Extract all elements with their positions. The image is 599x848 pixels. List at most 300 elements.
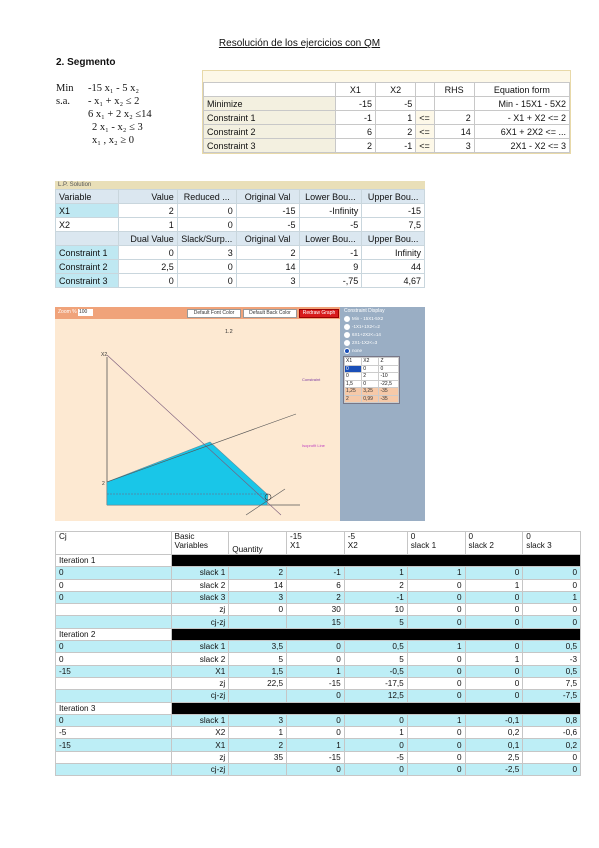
simplex-cell: -3	[523, 653, 581, 665]
solution-header-cell: Slack/Surp...	[177, 232, 236, 246]
zoom-select[interactable]: 100	[78, 309, 93, 316]
simplex-cell: 5	[229, 653, 287, 665]
simplex-cell: 0	[407, 690, 465, 702]
simplex-cell: 0	[407, 751, 465, 763]
simplex-cell: 1	[523, 591, 581, 603]
solution-cell: 7,5	[362, 218, 425, 232]
solution-cell: Infinity	[362, 246, 425, 260]
simplex-cell: 0	[407, 764, 465, 776]
simplex-cell: 0	[407, 591, 465, 603]
simplex-cell: 0,1	[465, 739, 523, 751]
radio-icon	[344, 316, 350, 322]
constraint-line-3: 2 x₁ - x₂ ≤ 3	[92, 122, 143, 133]
simplex-cell: 0	[407, 579, 465, 591]
simplex-cell: 0,8	[523, 714, 581, 726]
simplex-cell: 14	[229, 579, 287, 591]
solution-variable-row	[56, 218, 425, 232]
qm-row-label: Minimize	[204, 97, 336, 111]
y-axis-label: X2	[101, 352, 108, 358]
simplex-cell: 0	[344, 714, 407, 726]
simplex-row	[56, 751, 581, 763]
simplex-cell: 1	[287, 665, 345, 677]
simplex-row	[56, 665, 581, 677]
simplex-row	[56, 604, 581, 616]
qm-cell	[416, 97, 434, 111]
simplex-cell: 10	[344, 604, 407, 616]
qm-header-cell: RHS	[434, 83, 474, 97]
basic-variable-cell: slack 2	[171, 579, 229, 591]
simplex-cell: 2	[229, 567, 287, 579]
top-tick-label: 1.2	[225, 329, 233, 335]
simplex-cell: 1	[344, 567, 407, 579]
section-heading: 2. Segmento	[56, 57, 116, 68]
font-color-button[interactable]: Default Font Color	[187, 309, 241, 318]
qm-cell[interactable]: 1	[376, 111, 416, 125]
simplex-row	[56, 591, 581, 603]
qm-cell[interactable]: -15	[335, 97, 375, 111]
qm-row-label: Constraint 1	[204, 111, 336, 125]
simplex-row	[56, 714, 581, 726]
objective-line	[56, 82, 152, 95]
simplex-cell: 1	[407, 567, 465, 579]
basic-variable-cell: X1	[171, 739, 229, 751]
cj-cell	[56, 616, 172, 628]
qm-cell[interactable]: <=	[416, 139, 434, 153]
simplex-cell: 5	[344, 653, 407, 665]
qm-cell[interactable]: -1	[335, 111, 375, 125]
simplex-cell: 0	[465, 641, 523, 653]
points-cell: 2	[345, 395, 362, 403]
points-cell: 2	[362, 373, 379, 381]
iteration-label: Iteration 2	[56, 628, 172, 640]
simplex-cell: 3	[229, 714, 287, 726]
constraint-display-panel	[340, 307, 425, 521]
solution-cell: -15	[362, 204, 425, 218]
simplex-cell: 0	[465, 690, 523, 702]
simplex-cell: 0	[287, 714, 345, 726]
display-option[interactable]	[344, 316, 383, 322]
simplex-cell: 2	[287, 591, 345, 603]
cj-cell: 0	[56, 714, 172, 726]
graph-canvas	[55, 319, 340, 521]
simplex-cell: 0	[344, 739, 407, 751]
basic-variable-cell: slack 2	[171, 653, 229, 665]
solution-cell: -,75	[299, 274, 362, 288]
simplex-cell: 1	[407, 714, 465, 726]
cj-cell: 0	[56, 567, 172, 579]
solution-header-cell: Variable	[56, 190, 119, 204]
simplex-cell: 1	[465, 579, 523, 591]
simplex-cell: 1	[344, 727, 407, 739]
solution-header-cell: Original Val	[236, 232, 299, 246]
qm-cell[interactable]: 14	[434, 125, 474, 139]
points-row[interactable]	[345, 395, 399, 403]
simplex-cell: -15	[287, 751, 345, 763]
points-cell: 0	[379, 365, 399, 373]
cj-cell: 0	[56, 641, 172, 653]
basic-variable-cell: slack 3	[171, 591, 229, 603]
constraint-expr-1: - x₁ + x₂ ≤ 2	[88, 96, 140, 107]
solution-cell: 2,5	[118, 260, 177, 274]
solution-cell: -5	[299, 218, 362, 232]
radio-icon	[344, 340, 350, 346]
simplex-cell: 0	[523, 567, 581, 579]
display-option-label: Min - 15X1-5X2	[352, 316, 384, 322]
simplex-cell: 0	[523, 764, 581, 776]
simplex-row	[56, 764, 581, 776]
iteration-row	[56, 555, 581, 567]
simplex-cell: 0	[465, 665, 523, 677]
qm-header-cell	[204, 83, 336, 97]
simplex-cell: -5	[344, 751, 407, 763]
simplex-row	[56, 739, 581, 751]
points-header: X1	[345, 358, 362, 366]
simplex-row	[56, 616, 581, 628]
basic-variable-cell: slack 1	[171, 714, 229, 726]
solution-header-cell: Original Val	[236, 190, 299, 204]
basic-variable-cell: zj	[171, 604, 229, 616]
points-header: Z	[379, 358, 399, 366]
solution-cell: 3	[177, 246, 236, 260]
simplex-cell: 0	[287, 653, 345, 665]
solution-header-row	[56, 232, 425, 246]
simplex-cell: 0	[523, 751, 581, 763]
iteration-label: Iteration 3	[56, 702, 172, 714]
qm-cell[interactable]: 2	[376, 125, 416, 139]
solution-cell: -15	[236, 204, 299, 218]
points-cell: 0	[345, 365, 362, 373]
simplex-cell: 7,5	[523, 677, 581, 689]
qm-cell[interactable]: <=	[416, 125, 434, 139]
simplex-cell: 0	[465, 567, 523, 579]
nonnegativity-line: x₁ , x₂ ≥ 0	[92, 135, 134, 146]
solution-header-row	[56, 190, 425, 204]
solution-header-cell	[56, 232, 119, 246]
simplex-cell: 0	[523, 579, 581, 591]
points-cell: -35	[379, 388, 399, 396]
solution-header-cell: Value	[118, 190, 177, 204]
solution-constraint-row	[56, 246, 425, 260]
simplex-cell: 30	[287, 604, 345, 616]
simplex-cell	[229, 764, 287, 776]
lp-solution-table	[55, 181, 425, 288]
simplex-cell: -15	[287, 677, 345, 689]
cj-cell	[56, 690, 172, 702]
display-option-selected[interactable]	[344, 348, 362, 354]
simplex-cell: 1,5	[229, 665, 287, 677]
display-option-label: -1X1+1X2<=2	[352, 324, 380, 330]
simplex-cell: -1	[287, 567, 345, 579]
simplex-header-cell: 0 slack 1	[407, 532, 465, 555]
simplex-cell: 5	[344, 616, 407, 628]
solution-cell: 0	[177, 218, 236, 232]
points-cell: 0,99	[362, 395, 379, 403]
iteration-bar	[171, 555, 581, 567]
points-cell: -10	[379, 373, 399, 381]
solution-constraint-row	[56, 274, 425, 288]
solution-cell: -1	[299, 246, 362, 260]
simplex-iterations-table	[55, 531, 581, 776]
simplex-cell: 0	[287, 641, 345, 653]
simplex-cell: 0	[407, 739, 465, 751]
solution-title-strip: L.P. Solution	[55, 181, 425, 189]
points-cell: -22,5	[379, 380, 399, 388]
simplex-row	[56, 641, 581, 653]
simplex-cell: 0	[407, 616, 465, 628]
points-cell: 0	[362, 365, 379, 373]
solution-row-label: Constraint 2	[56, 260, 119, 274]
st-label: s.a.	[56, 96, 70, 107]
basic-variable-cell: slack 1	[171, 641, 229, 653]
qm-header-cell: Equation form	[474, 83, 569, 97]
simplex-header-row	[56, 532, 581, 555]
points-row[interactable]	[345, 373, 399, 381]
points-cell: 1,25	[345, 388, 362, 396]
basic-variable-cell: slack 1	[171, 567, 229, 579]
solution-header-cell: Reduced ...	[177, 190, 236, 204]
solution-cell: 2	[118, 204, 177, 218]
simplex-row	[56, 579, 581, 591]
simplex-header-cell: 0 slack 2	[465, 532, 523, 555]
simplex-cell: 0	[407, 677, 465, 689]
simplex-cell: 0	[287, 727, 345, 739]
solution-header-cell: Dual Value	[118, 232, 177, 246]
simplex-header-cell: Cj	[56, 532, 172, 555]
basic-variable-cell: cj-zj	[171, 616, 229, 628]
solution-row-label: Constraint 3	[56, 274, 119, 288]
cj-cell	[56, 751, 172, 763]
points-header: X2	[362, 358, 379, 366]
solution-cell: 1	[118, 218, 177, 232]
solution-cell: 14	[236, 260, 299, 274]
display-option-label: 6X1+2X2<=14	[352, 332, 381, 338]
simplex-header-cell: -5 X2	[344, 532, 407, 555]
qm-cell[interactable]: 2	[434, 111, 474, 125]
qm-equation: 6X1 + 2X2 <= ...	[474, 125, 569, 139]
simplex-cell: 0	[407, 665, 465, 677]
simplex-cell: 0	[287, 764, 345, 776]
cj-cell: 0	[56, 591, 172, 603]
solution-cell: 0	[118, 246, 177, 260]
simplex-cell: 0	[523, 616, 581, 628]
simplex-row	[56, 690, 581, 702]
qm-row	[204, 125, 570, 139]
radio-selected-icon	[344, 348, 350, 354]
solution-cell: 0	[177, 274, 236, 288]
simplex-cell: 0,5	[344, 641, 407, 653]
simplex-row	[56, 567, 581, 579]
qm-row	[204, 139, 570, 153]
basic-variable-cell: X1	[171, 665, 229, 677]
simplex-cell: -2,5	[465, 764, 523, 776]
qm-row-label: Constraint 3	[204, 139, 336, 153]
points-cell: 3,25	[362, 388, 379, 396]
simplex-cell: 15	[287, 616, 345, 628]
simplex-cell: 2,5	[465, 751, 523, 763]
cj-cell	[56, 604, 172, 616]
display-option[interactable]	[344, 324, 380, 330]
simplex-header-cell: Basic Variables	[171, 532, 229, 555]
cj-cell: -5	[56, 727, 172, 739]
solution-header-cell: Lower Bou...	[299, 232, 362, 246]
solution-cell: 3	[236, 274, 299, 288]
zoom-label: Zoom %	[58, 309, 77, 315]
cj-cell: -15	[56, 665, 172, 677]
simplex-cell: 1	[287, 739, 345, 751]
simplex-cell: 1	[229, 727, 287, 739]
simplex-cell: 2	[229, 739, 287, 751]
simplex-cell	[229, 616, 287, 628]
display-option-label: 2X1-1X2<=3	[352, 340, 378, 346]
qm-equation: Min - 15X1 - 5X2	[474, 97, 569, 111]
min-label: Min	[56, 83, 74, 94]
document-title: Resolución de los ejercicios con QM	[218, 38, 381, 49]
points-row[interactable]	[345, 388, 399, 396]
simplex-cell: 0	[407, 727, 465, 739]
points-header-row	[345, 358, 399, 366]
points-row[interactable]	[345, 365, 399, 373]
simplex-cell: 0	[465, 616, 523, 628]
solution-cell: 2	[236, 246, 299, 260]
qm-header-cell: X1	[335, 83, 375, 97]
simplex-cell: 0	[407, 604, 465, 616]
qm-equation: 2X1 - X2 <= 3	[474, 139, 569, 153]
basic-variable-cell: zj	[171, 677, 229, 689]
simplex-cell: 12,5	[344, 690, 407, 702]
display-option-label: none	[352, 348, 363, 354]
solution-header-cell: Upper Bou...	[362, 232, 425, 246]
simplex-cell: 0	[229, 604, 287, 616]
iteration-label: Iteration 1	[56, 555, 172, 567]
qm-input-table	[202, 70, 571, 154]
simplex-cell: 0	[407, 653, 465, 665]
simplex-cell: 0	[523, 604, 581, 616]
redraw-graph-button[interactable]: Redraw Graph	[299, 309, 339, 318]
qm-cell[interactable]: -1	[376, 139, 416, 153]
basic-variable-cell: zj	[171, 751, 229, 763]
simplex-cell: 0,2	[523, 739, 581, 751]
graph-toolbar	[55, 307, 340, 319]
simplex-cell: 6	[287, 579, 345, 591]
simplex-cell: 1	[465, 653, 523, 665]
graph-panel	[55, 307, 425, 521]
cj-cell: -15	[56, 739, 172, 751]
simplex-header-cell: Quantity	[229, 532, 287, 555]
qm-cell[interactable]: 2	[335, 139, 375, 153]
simplex-cell: 22,5	[229, 677, 287, 689]
simplex-cell: 0	[465, 677, 523, 689]
qm-cell[interactable]: -5	[376, 97, 416, 111]
qm-row	[204, 97, 570, 111]
back-color-button[interactable]: Default Back Color	[243, 309, 297, 318]
simplex-cell: -7,5	[523, 690, 581, 702]
simplex-cell: 0,2	[465, 727, 523, 739]
simplex-header-cell: 0 slack 3	[523, 532, 581, 555]
solution-row-label: Constraint 1	[56, 246, 119, 260]
solution-cell: 0	[177, 260, 236, 274]
qm-equation: - X1 + X2 <= 2	[474, 111, 569, 125]
simplex-cell	[229, 690, 287, 702]
cj-cell: 0	[56, 579, 172, 591]
simplex-cell: -1	[344, 591, 407, 603]
iteration-row	[56, 628, 581, 640]
solution-header-cell: Lower Bou...	[299, 190, 362, 204]
qm-row-label: Constraint 2	[204, 125, 336, 139]
qm-header-cell	[416, 83, 434, 97]
solution-cell: 4,67	[362, 274, 425, 288]
solution-constraint-row	[56, 260, 425, 274]
constraint-line-2: 6 x₁ + 2 x₂ ≤14	[88, 109, 152, 120]
simplex-cell: 35	[229, 751, 287, 763]
simplex-cell: -0,1	[465, 714, 523, 726]
objective-expr: -15 x₁ - 5 x₂	[88, 83, 140, 94]
isoprofit-legend: Isoprofit Line	[302, 443, 325, 448]
qm-header-row	[204, 83, 570, 97]
simplex-cell: 0,5	[523, 641, 581, 653]
solution-cell: -Infinity	[299, 204, 362, 218]
basic-variable-cell: X2	[171, 727, 229, 739]
qm-cell[interactable]: <=	[416, 111, 434, 125]
display-option[interactable]	[344, 332, 381, 338]
radio-icon	[344, 332, 350, 338]
simplex-cell: 0	[465, 591, 523, 603]
solution-cell: 9	[299, 260, 362, 274]
simplex-row	[56, 727, 581, 739]
basic-variable-cell: cj-zj	[171, 764, 229, 776]
simplex-cell: 0	[465, 604, 523, 616]
solution-cell: 44	[362, 260, 425, 274]
simplex-cell: -0,6	[523, 727, 581, 739]
qm-cell[interactable]: 6	[335, 125, 375, 139]
points-cell: -35	[379, 395, 399, 403]
constraint-legend: Constraint	[302, 377, 321, 382]
iteration-bar	[171, 628, 581, 640]
radio-icon	[344, 324, 350, 330]
cj-cell: 0	[56, 653, 172, 665]
display-option[interactable]	[344, 340, 377, 346]
iteration-bar	[171, 702, 581, 714]
lp-model	[56, 82, 152, 147]
constraint-display-title: Constraint Display	[344, 308, 385, 314]
solution-row-label: X2	[56, 218, 119, 232]
solution-cell: 0	[118, 274, 177, 288]
points-cell: 0	[345, 373, 362, 381]
solution-row-label: X1	[56, 204, 119, 218]
points-cell: 1,5	[345, 380, 362, 388]
simplex-row	[56, 653, 581, 665]
solution-variable-row	[56, 204, 425, 218]
simplex-cell: 3,5	[229, 641, 287, 653]
simplex-cell: 2	[344, 579, 407, 591]
points-row[interactable]	[345, 380, 399, 388]
constraint-line-1	[56, 95, 152, 108]
points-cell: 0	[362, 380, 379, 388]
simplex-cell: 3	[229, 591, 287, 603]
simplex-cell: 0,5	[523, 665, 581, 677]
simplex-cell: -0,5	[344, 665, 407, 677]
qm-cell[interactable]: 3	[434, 139, 474, 153]
solution-cell: 0	[177, 204, 236, 218]
simplex-cell: 1	[407, 641, 465, 653]
simplex-row	[56, 677, 581, 689]
y-axis-tick: 2	[102, 481, 105, 487]
simplex-cell: 0	[287, 690, 345, 702]
simplex-cell: 0	[344, 764, 407, 776]
simplex-header-cell: -15 X1	[287, 532, 345, 555]
qm-row	[204, 111, 570, 125]
qm-header-cell: X2	[376, 83, 416, 97]
simplex-cell: -17,5	[344, 677, 407, 689]
